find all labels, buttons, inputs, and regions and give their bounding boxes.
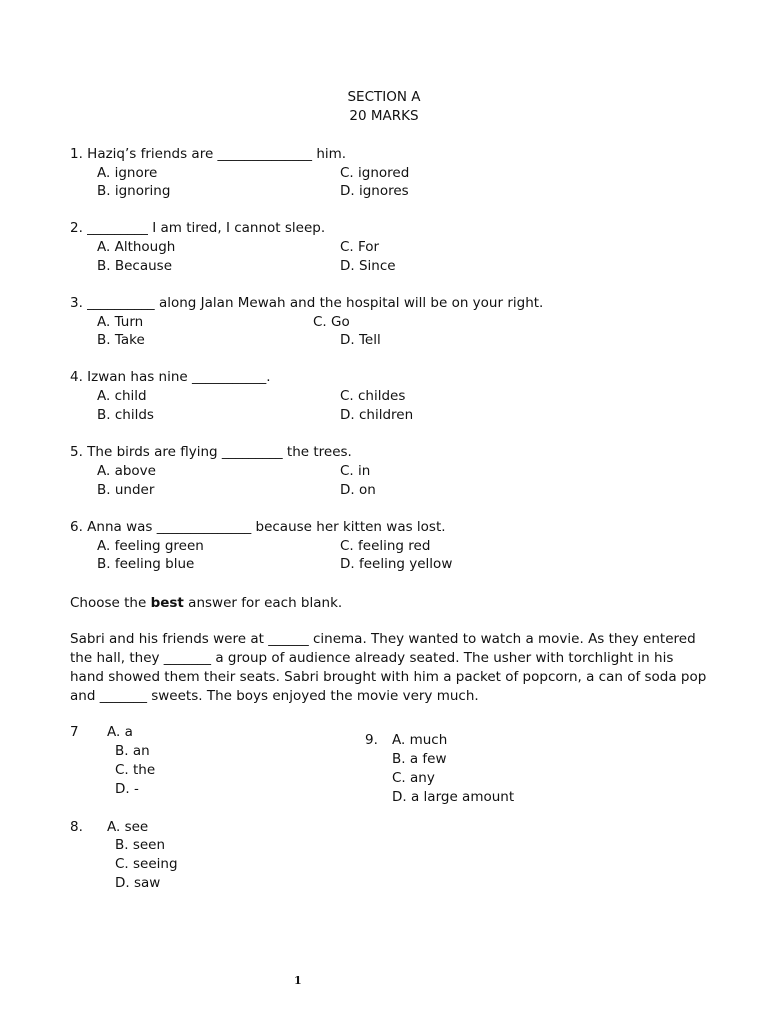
instruction-text: Choose the [70, 595, 151, 611]
passage-line: the hall, they _______ a group of audience already seated. The usher with torchlight in his [70, 650, 674, 666]
section-title: SECTION A [347, 89, 421, 105]
question-stem: 5. The birds are flying _________ the trees. [70, 444, 352, 460]
passage-line: hand showed them their seats. Sabri brought with him a packet of popcorn, a can of soda pop [70, 669, 707, 685]
option-a: A. see [107, 819, 149, 835]
question-stem: 3. __________ along Jalan Mewah and the hospital will be on your right. [70, 295, 544, 311]
option-d: D. saw [115, 875, 161, 891]
instruction-emphasis: best [150, 595, 184, 611]
option-a: A. much [392, 732, 448, 748]
option-b: B. ignoring [97, 183, 171, 199]
blank-number: 8. [70, 819, 83, 835]
passage-line: and _______ sweets. The boys enjoyed the movie very much. [70, 688, 479, 704]
option-c: C. For [340, 239, 380, 255]
option-d: D. a large amount [392, 789, 515, 805]
question-stem: 1. Haziq’s friends are ______________ him. [70, 146, 347, 162]
option-c: C. the [115, 762, 156, 778]
option-d: D. ignores [340, 183, 409, 199]
option-b: B. childs [97, 407, 154, 423]
option-d: D. feeling yellow [340, 556, 453, 572]
option-d: D. on [340, 482, 376, 498]
option-b: B. seen [115, 837, 166, 853]
instruction-text: answer for each blank. [183, 595, 343, 611]
option-a: A. child [97, 388, 147, 404]
option-c: C. feeling red [340, 538, 431, 554]
blank-number: 7 [70, 724, 79, 740]
option-a: A. feeling green [97, 538, 204, 554]
option-c: C. childes [340, 388, 406, 404]
option-d: D. Since [340, 258, 396, 274]
question-stem: 4. Izwan has nine ___________. [70, 369, 271, 385]
question-stem: 6. Anna was ______________ because her kitten was lost. [70, 519, 446, 535]
page-number: 1 [294, 974, 302, 987]
option-b: B. under [97, 482, 155, 498]
option-b: B. Take [97, 332, 145, 348]
cloze-passage [70, 630, 710, 706]
option-b: B. Because [97, 258, 173, 274]
option-b: B. an [115, 743, 150, 759]
option-c: C. Go [313, 314, 350, 330]
option-a: A. above [97, 463, 156, 479]
option-a: A. ignore [97, 165, 158, 181]
option-a: A. a [107, 724, 133, 740]
question-stem: 2. _________ I am tired, I cannot sleep. [70, 220, 326, 236]
option-a: A. Although [97, 239, 176, 255]
option-c: C. any [392, 770, 435, 786]
instruction [70, 594, 342, 612]
option-b: B. feeling blue [97, 556, 195, 572]
option-c: C. in [340, 463, 371, 479]
passage-line: Sabri and his friends were at ______ cinema. They wanted to watch a movie. As they entered [70, 631, 696, 647]
marks-label: 20 MARKS [349, 108, 419, 124]
option-d: D. children [340, 407, 414, 423]
option-d: D. - [115, 781, 139, 797]
blank-number: 9. [365, 732, 378, 748]
option-d: D. Tell [340, 332, 381, 348]
option-c: C. seeing [115, 856, 178, 872]
option-c: C. ignored [340, 165, 410, 181]
option-b: B. a few [392, 751, 447, 767]
option-a: A. Turn [97, 314, 144, 330]
